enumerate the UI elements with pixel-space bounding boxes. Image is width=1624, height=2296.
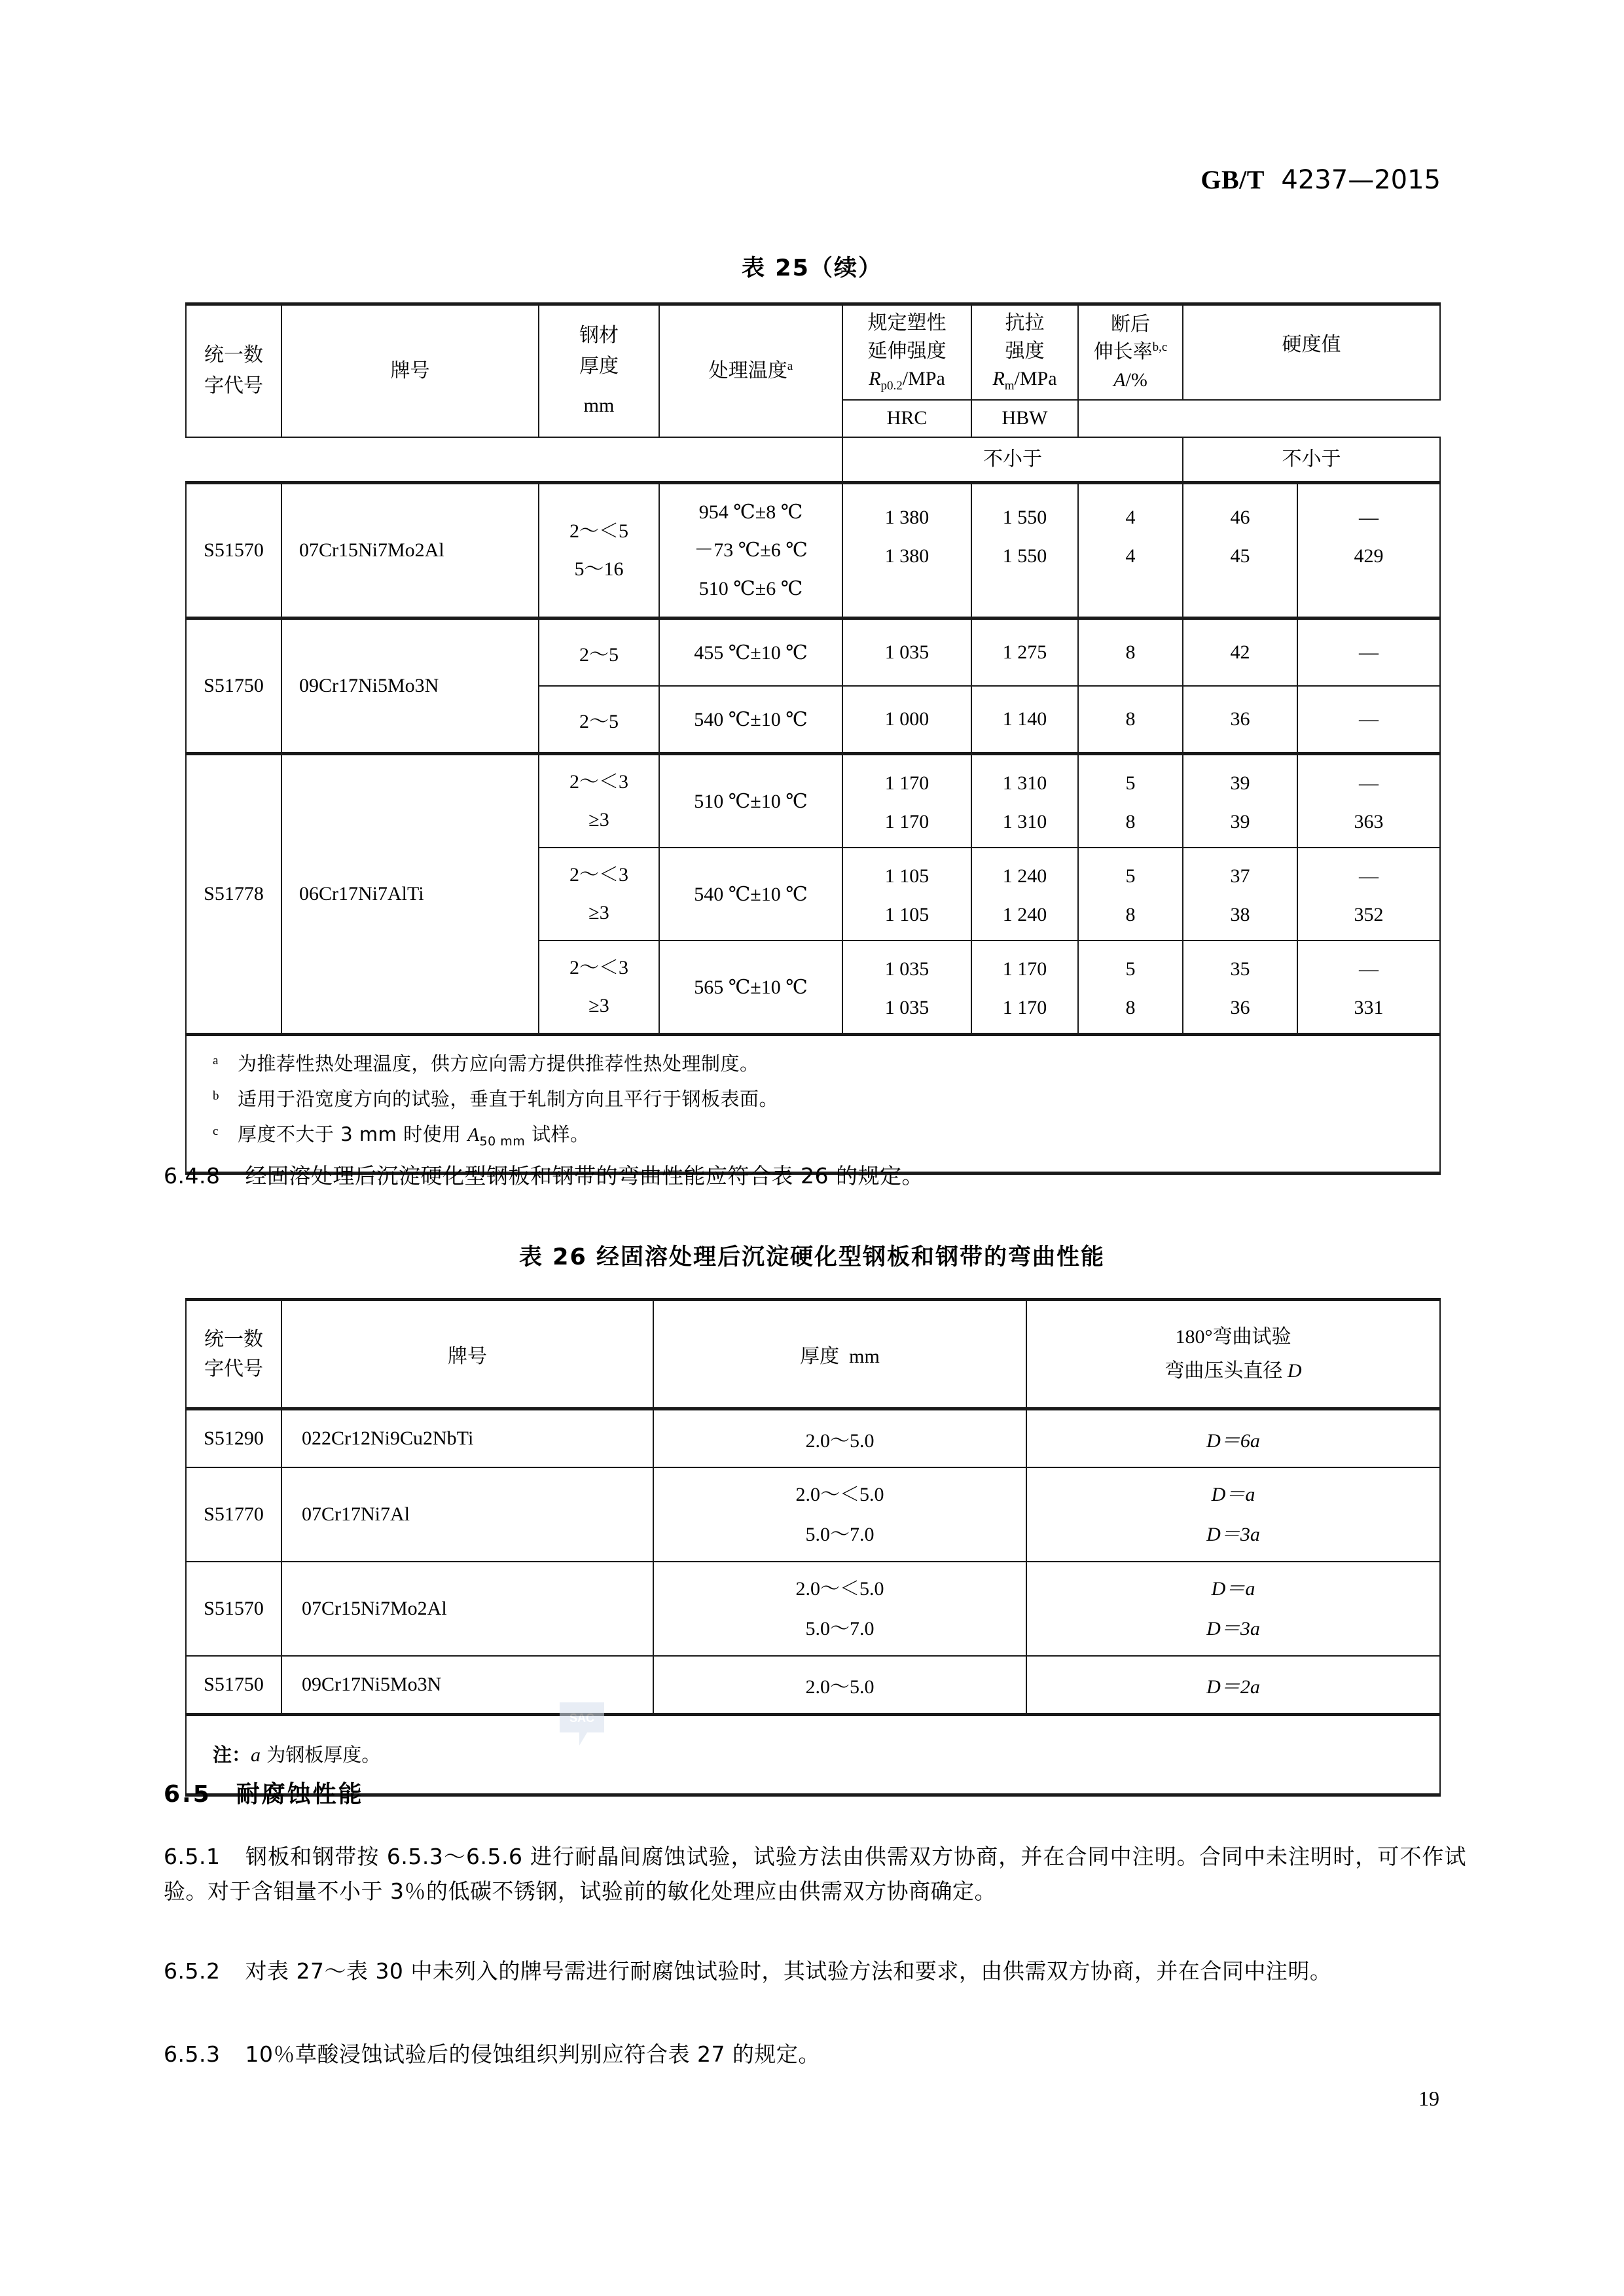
cell-hbw: — [1297,686,1440,754]
cell-grade: 09Cr17Ni5Mo3N [281,619,539,754]
th-elongation-symbol: A [1113,368,1126,391]
footnote-c-symbol: A [467,1124,480,1145]
cell-thickness: 2～5 [539,619,659,687]
cell-hrc: 46 45 [1183,483,1297,619]
table25-footnotes-row [186,1035,1440,1174]
table-row [186,1409,1440,1468]
cell-temperature: 455 ℃±10 ℃ [659,619,842,687]
standard-designation [1200,164,1441,195]
cell-hbw: — 363 [1297,754,1440,848]
cell-elongation: 5 8 [1078,848,1183,941]
cell26-grade: 07Cr17Ni7Al [281,1467,653,1562]
th-rp-symbol: R [869,368,881,390]
cell-elongation: 5 8 [1078,941,1183,1035]
footnote-c [213,1122,1420,1149]
cell26-code: S51570 [186,1562,281,1656]
cell-hrc: 42 [1183,619,1297,687]
cell26-grade: 09Cr17Ni5Mo3N [281,1656,653,1715]
page-number: 19 [1418,2087,1439,2110]
svg-text:SAC: SAC [569,1712,595,1725]
clause-6-5-2 [164,1954,1466,1988]
cell26-grade: 07Cr15Ni7Mo2Al [281,1562,653,1656]
cell-hbw: — 352 [1297,848,1440,941]
th26-thickness: 厚度 mm [653,1300,1026,1409]
cell-elongation: 8 [1078,619,1183,687]
cell-rp02: 1 105 1 105 [842,848,971,941]
table25-title: 表 25（续） [742,255,882,281]
cell-hbw: — 331 [1297,941,1440,1035]
cell26-bend: D＝2a [1026,1656,1440,1715]
footnote-a [213,1052,1420,1077]
th-tensile-strength: 抗拉 强度 $R_m$/MPa [971,304,1078,401]
cell-hbw: — [1297,619,1440,687]
clause-6-5-1-number: 6.5.1 [164,1844,221,1869]
table-row [186,483,1440,619]
th-not-less-than-mechanical: 不小于 [842,437,1183,483]
cell-hbw: — 429 [1297,483,1440,619]
cell26-thickness: 2.0～＜5.0 5.0～7.0 [653,1467,1026,1562]
table26-header-row [186,1300,1440,1409]
cell-temperature: 540 ℃±10 ℃ [659,686,842,754]
cell-thickness: 2～＜3 ≥3 [539,941,659,1035]
cell-hrc: 36 [1183,686,1297,754]
footnote-b-text: 适用于沿宽度方向的试验，垂直于轧制方向且平行于钢板表面。 [238,1088,779,1111]
clause-6-4-8 [164,1158,1473,1193]
cell-rm: 1 140 [971,686,1078,754]
th26-code: 统一数 字代号 [186,1300,281,1409]
th-not-less-than-hardness: 不小于 [1183,437,1440,483]
cell-rp02: 1 380 1 380 [842,483,971,619]
cell-hrc: 37 38 [1183,848,1297,941]
cell-code: S51750 [186,619,281,754]
cell-hrc: 39 39 [1183,754,1297,848]
page-header [183,165,1441,195]
cell-rp02: 1 035 [842,619,971,687]
cell-rm: 1 240 1 240 [971,848,1078,941]
cell-hrc: 35 36 [1183,941,1297,1035]
table26-note-text: 为钢板厚度。 [261,1743,381,1766]
footnote-c-mark: c [213,1124,219,1138]
sac-watermark [553,1698,611,1749]
th-proof-strength: 规定塑性 延伸强度 $R_{p0.2}$/MPa [842,304,971,401]
table-26 [185,1298,1441,1797]
footnote-b [213,1087,1420,1112]
cell-thickness: 2～＜5 5～16 [539,483,659,619]
clause-6-4-8-number: 6.4.8 [164,1163,221,1189]
cell-thickness: 2～5 [539,686,659,754]
clause-6-5-3-number: 6.5.3 [164,2041,221,2067]
table26-note-symbol: a [251,1744,261,1766]
table-row [186,619,1440,687]
footnote-a-text: 为推荐性热处理温度，供方应向需方提供推荐性热处理制度。 [238,1052,759,1075]
footnote-c-text: 厚度不大于 3 mm 时使用 $A_{50 mm}$ 试样。 [238,1122,590,1149]
standard-prefix: GB/T [1200,165,1265,194]
cell-thickness: 2～＜3 ≥3 [539,848,659,941]
footnote-c-symbol-sub: 50 mm [479,1134,526,1149]
cell-elongation: 5 8 [1078,754,1183,848]
cell26-thickness: 2.0～＜5.0 5.0～7.0 [653,1562,1026,1656]
cell-rp02: 1 035 1 035 [842,941,971,1035]
cell-temperature: 565 ℃±10 ℃ [659,941,842,1035]
th-elongation: 断后 伸长率$^{b,c}$ A/% [1078,304,1183,401]
cell-rm: 1 275 [971,619,1078,687]
cell-elongation: 8 [1078,686,1183,754]
th-thickness: 钢材 厚度 mm [539,304,659,437]
table-row [186,1656,1440,1715]
th-code: 统一数 字代号 [186,304,281,437]
table26-title: 表 26 经固溶处理后沉淀硬化型钢板和钢带的弯曲性能 [518,1244,1106,1270]
th-treatment-temperature: 处理温度$^a$ [659,304,842,437]
cell26-thickness: 2.0～5.0 [653,1409,1026,1468]
cell26-grade: 022Cr12Ni9Cu2NbTi [281,1409,653,1468]
th26-bend-symbol: D [1287,1360,1302,1382]
section-6-5-title: 耐腐蚀性能 [236,1781,364,1808]
cell-code: S51570 [186,483,281,619]
table25-footnotes [186,1035,1440,1174]
table25-header-row-3 [186,437,1440,483]
cell26-code: S51750 [186,1656,281,1715]
table26-note-label: 注： [213,1743,251,1766]
cell-temperature: 540 ℃±10 ℃ [659,848,842,941]
clause-6-4-8-text: 经固溶处理后沉淀硬化型钢板和钢带的弯曲性能应符合表 26 的规定。 [245,1163,924,1189]
table-row [186,754,1440,848]
clause-6-5-3-text: 10％草酸浸蚀试验后的侵蚀组织判别应符合表 27 的规定。 [245,2041,820,2067]
cell-rm: 1 310 1 310 [971,754,1078,848]
cell-grade: 06Cr17Ni7AlTi [281,754,539,1035]
cell26-code: S51290 [186,1409,281,1468]
th-treat-temp-footnote-mark: a [787,359,793,373]
cell-rp02: 1 000 [842,686,971,754]
section-6-5-heading [164,1776,949,1814]
th-grade: 牌号 [281,304,539,437]
th-hbw: HBW [971,400,1078,437]
cell-rm: 1 170 1 170 [971,941,1078,1035]
clause-6-5-2-text: 对表 27～表 30 中未列入的牌号需进行耐腐蚀试验时，其试验方法和要求，由供需双方协商，并在合同中注明。 [245,1958,1332,1984]
cell-temperature: 510 ℃±10 ℃ [659,754,842,848]
cell26-code: S51770 [186,1467,281,1562]
table-row [186,1562,1440,1656]
clause-6-5-2-number: 6.5.2 [164,1958,221,1984]
footnote-a-mark: a [213,1054,219,1068]
cell-rp02: 1 170 1 170 [842,754,971,848]
cell26-bend: D＝a D＝3a [1026,1467,1440,1562]
table25-header-row-1 [186,304,1440,401]
th-spacer [186,437,842,483]
standard-number: 4237—2015 [1281,165,1441,195]
cell26-thickness: 2.0～5.0 [653,1656,1026,1715]
table-25 [185,302,1441,1175]
footnote-b-mark: b [213,1089,219,1103]
th26-bend-test: 180°弯曲试验 弯曲压头直径 D [1026,1300,1440,1409]
th-hrc: HRC [842,400,971,437]
th-hardness: 硬度值 [1183,304,1440,401]
cell-temperature: 954 ℃±8 ℃ －73 ℃±6 ℃ 510 ℃±6 ℃ [659,483,842,619]
clause-6-5-1-text: 钢板和钢带按 6.5.3～6.5.6 进行耐晶间腐蚀试验，试验方法由供需双方协商，并在合同中注明。合同中未注明时，可不作试验。对于含钼量不小于 3％的低碳不锈钢，试验前的敏化处理应由供需双方协商确定。 [164,1844,1466,1905]
th-rm-symbol: R [992,368,1005,390]
cell-grade: 07Cr15Ni7Mo2Al [281,483,539,619]
cell-elongation: 4 4 [1078,483,1183,619]
section-6-5-number: 6.5 [164,1781,211,1808]
clause-6-5-3 [164,2037,1466,2072]
th-elongation-footnote-mark: b,c [1152,340,1168,355]
table-row [186,1467,1440,1562]
cell-thickness: 2～＜3 ≥3 [539,754,659,848]
cell-rm: 1 550 1 550 [971,483,1078,619]
th26-grade: 牌号 [281,1300,653,1409]
cell-code: S51778 [186,754,281,1035]
cell26-bend: D＝a D＝3a [1026,1562,1440,1656]
clause-6-5-1 [164,1839,1466,1909]
cell26-bend: D＝6a [1026,1409,1440,1468]
